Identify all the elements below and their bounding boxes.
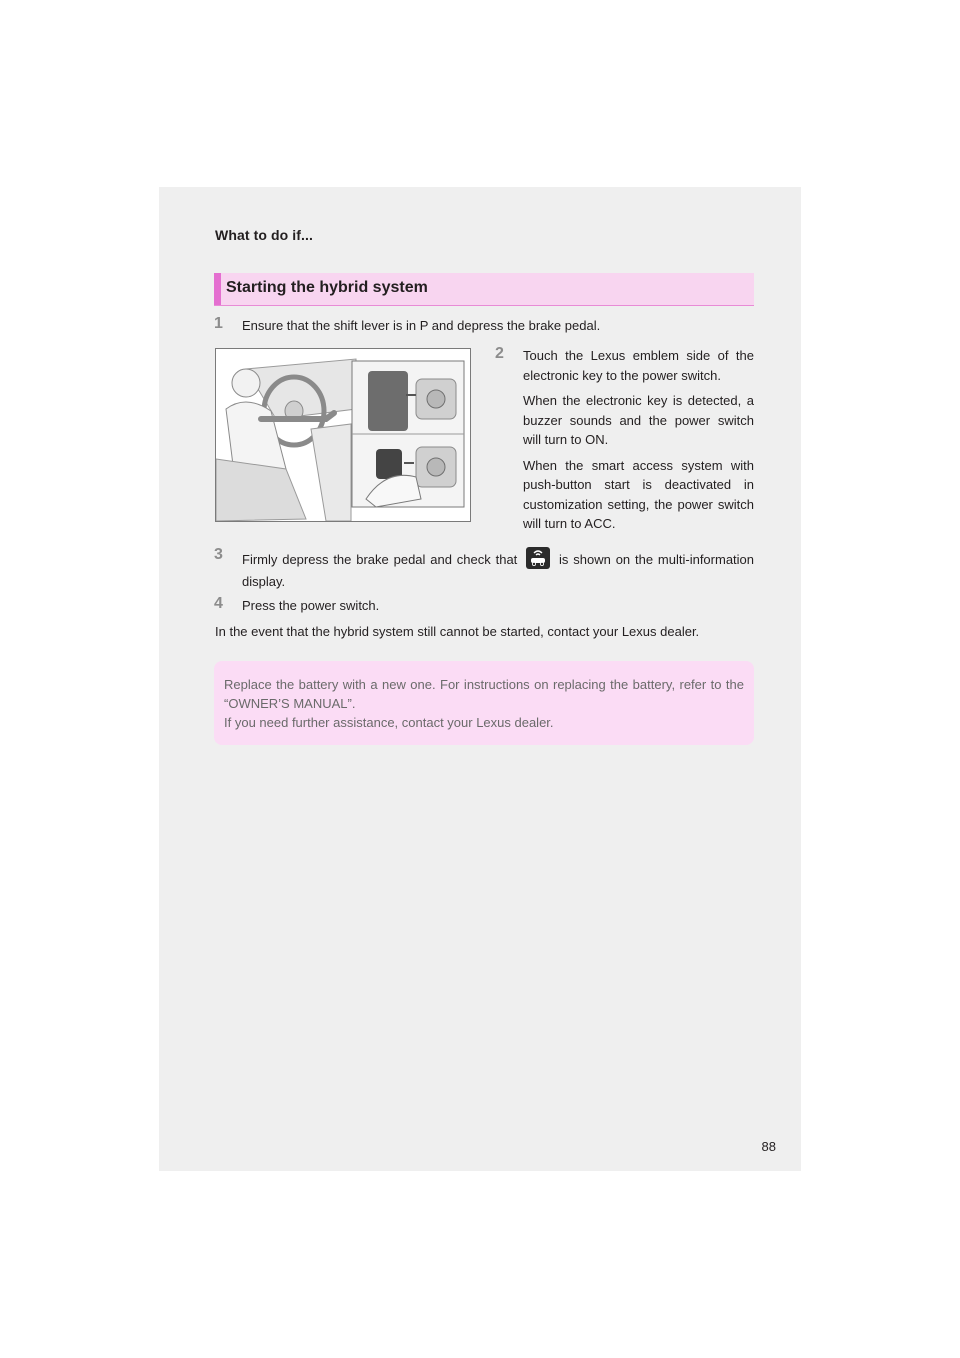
step-3 [214, 547, 754, 593]
section-title: Starting the hybrid system [226, 279, 428, 296]
info-box-line: If you need further assistance, contact your Lexus dealer. [224, 715, 554, 730]
step-2 [495, 346, 754, 534]
section-title-accent [214, 273, 221, 305]
step-text: Press the power switch. [242, 598, 380, 613]
step-note: When the electronic key is detected, a buzzer sounds and the power switch will turn to ON. [523, 393, 754, 447]
step-number: 2 [495, 345, 504, 362]
step-number: 3 [214, 546, 223, 563]
step-text-before: Firmly depress the brake pedal and check that [242, 552, 518, 567]
step-text [242, 547, 754, 593]
step-number: 4 [214, 595, 223, 612]
step-text: Touch the Lexus emblem side of the electronic key to the power switch. [523, 348, 754, 383]
page-number: 88 [761, 1139, 776, 1154]
step-number: 1 [214, 315, 223, 332]
key-to-power-switch-illustration [215, 348, 471, 522]
step-1 [214, 316, 754, 336]
hybrid-system-indicator-icon [526, 547, 550, 569]
section-title-bar [214, 273, 754, 306]
step-text: Ensure that the shift lever is in P and depress the brake pedal. [242, 318, 601, 333]
info-box [214, 661, 754, 745]
step-note: When the smart access system with push-button start is deactivated in customization setting, the power switch will turn to ACC. [523, 457, 754, 531]
driver-cabin-drawing [216, 349, 470, 521]
step-text-after: is shown on the multi-information display. [242, 552, 755, 589]
info-box-line: Replace the battery with a new one. For instructions on replacing the battery, refer to the “OWNER’S MANUAL”. [224, 677, 744, 711]
step-4 [214, 596, 754, 616]
hybrid-system-indicator-glyph [526, 547, 550, 569]
running-header: What to do if... [215, 227, 314, 243]
closing-text: In the event that the hybrid system still cannot be started, contact your Lexus dealer. [215, 624, 700, 639]
